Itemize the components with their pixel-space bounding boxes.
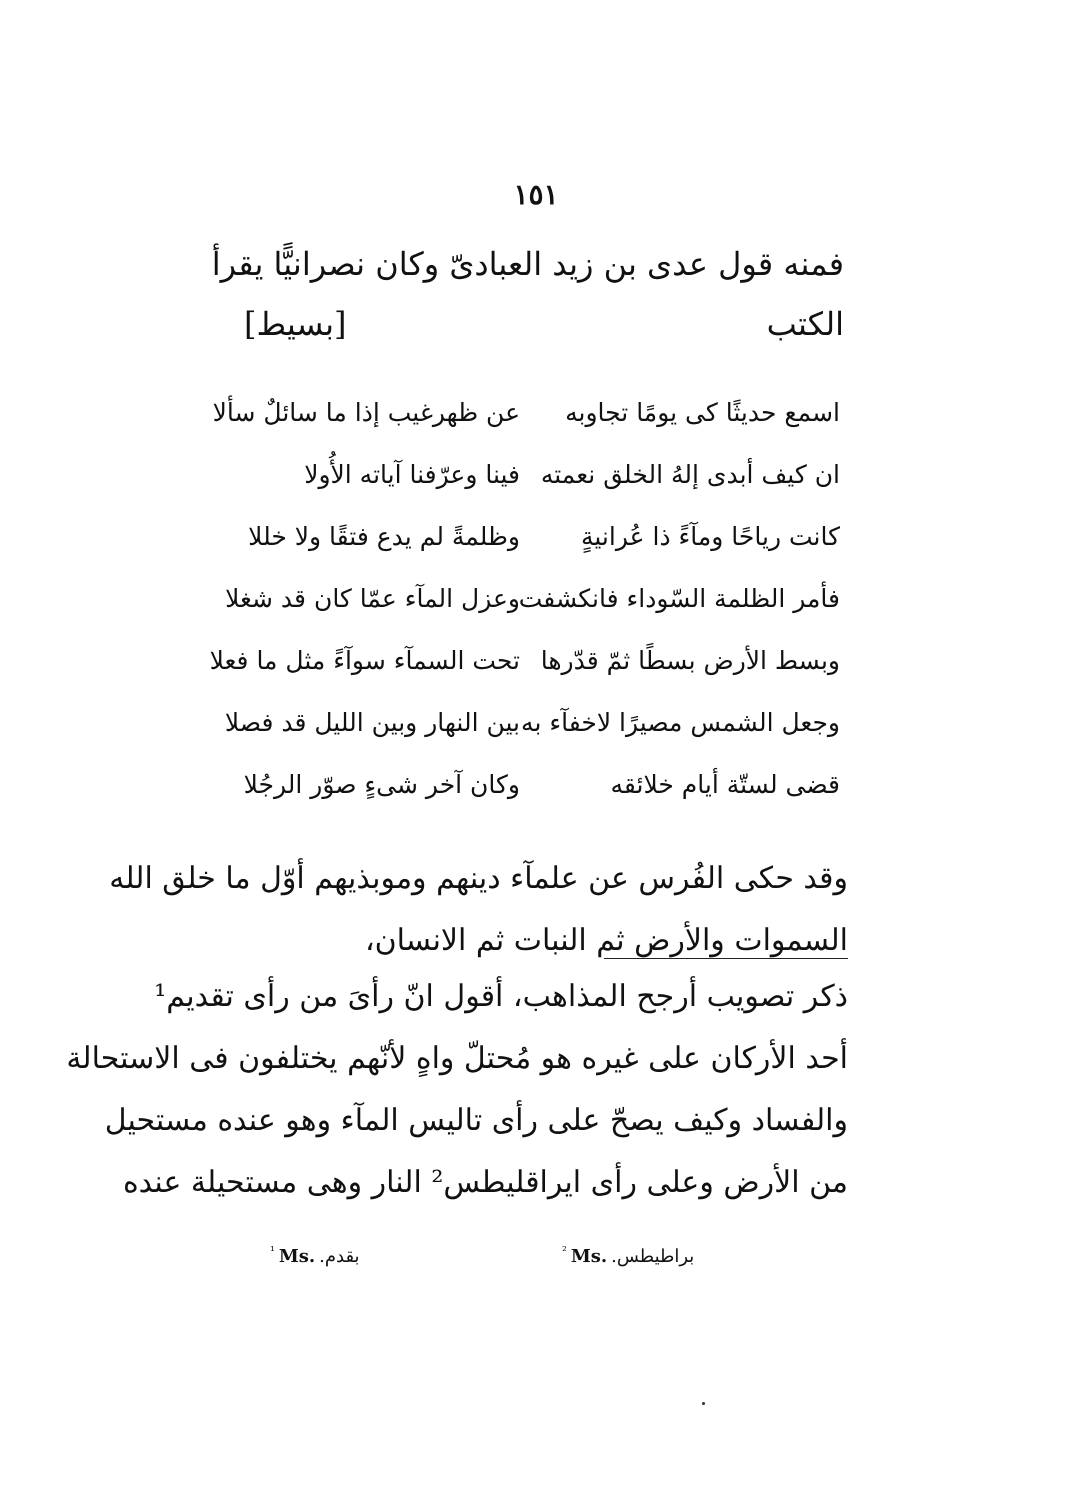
- prose-line: السموات والأرض ثم النبات ثم الانسان،: [364, 923, 848, 958]
- verse-first-hemistich: وبسط الأرض بسطًا ثمّ قدّرها: [540, 646, 840, 675]
- footnote-mark: ¹: [270, 1244, 275, 1258]
- verse: [212, 388, 850, 450]
- verse: [209, 636, 850, 698]
- verse-first-hemistich: قضى لستّة أيام خلائقه: [610, 770, 840, 799]
- verse-first-hemistich: ان كيف أبدى إلهُ الخلق نعمته: [540, 460, 840, 489]
- verse-second-hemistich: فينا وعرّفنا آياته الأُولا: [304, 460, 520, 489]
- verse-first-hemistich: وجعل الشمس مصيرًا لاخفآء به: [521, 708, 840, 737]
- verse-second-hemistich: عن ظهرغيب إذا ما سائلٌ سألا: [212, 398, 520, 427]
- verse-first-hemistich: كانت رياحًا ومآءً ذا عُرانيةٍ: [580, 522, 840, 551]
- page-number: ١٥١: [513, 178, 559, 211]
- footnote: [270, 1236, 360, 1272]
- verse: [225, 574, 850, 636]
- meter-tag: [بسيط]: [244, 305, 347, 343]
- verse-second-hemistich: وعزل المآء عمّا كان قد شغلا: [225, 584, 520, 613]
- verse-second-hemistich: تحت السمآء سوآءً مثل ما فعلا: [209, 646, 520, 675]
- verse-second-hemistich: وكان آخر شىءٍ صوّر الرجُلا: [243, 770, 520, 799]
- verse-second-hemistich: بين النهار وبين الليل قد فصلا: [224, 708, 520, 737]
- footnote-ms: Ms.: [570, 1246, 608, 1267]
- prose-line: والفساد وكيف يصحّ على رأى تاليس المآء وهو عنده مستحيل: [104, 1103, 848, 1138]
- footnote-text: بقدم.: [319, 1246, 360, 1267]
- verse: [240, 760, 850, 822]
- footnote-ms: Ms.: [278, 1246, 316, 1267]
- prose-line: ذكر تصويب أرجح المذاهب، أقول انّ رأىَ من رأى تقديم¹: [154, 979, 848, 1014]
- verse: [240, 450, 850, 512]
- footnote: [562, 1236, 694, 1272]
- prose-paragraph-persians: [109, 848, 848, 972]
- section-divider: [604, 958, 848, 959]
- print-speck: [702, 1402, 705, 1405]
- footnote-mark: ²: [562, 1244, 567, 1258]
- verse-first-hemistich: اسمع حديثًا كى يومًا تجاوبه: [565, 398, 840, 427]
- prose-line: أحد الأركان على غيره هو مُحتلّ واهٍ لأنّهم يختلفون فى الاستحالة: [66, 1041, 848, 1076]
- verse: [240, 512, 850, 574]
- footnotes: [240, 1236, 740, 1266]
- footnote-text: براطيطس.: [611, 1246, 695, 1267]
- verse-first-hemistich: فأمر الظلمة السّوداء فانكشفت: [518, 584, 840, 613]
- prose-paragraph-schools: [66, 966, 848, 1214]
- prose-line: وقد حكى الفُرس عن علمآء دينهم وموبذيهم أوّل ما خلق الله: [109, 861, 848, 896]
- verse-second-hemistich: وظلمةً لم يدع فتقًا ولا خللا: [248, 522, 520, 551]
- intro-line-2: الكتب: [766, 305, 844, 343]
- verse: [224, 698, 850, 760]
- prose-line: من الأرض وعلى رأى ايراقليطس² النار وهى مستحيلة عنده: [122, 1165, 848, 1200]
- intro-line-1: فمنه قول عدى بن زيد العبادىّ وكان نصرانيًّا يقرأ: [211, 245, 844, 283]
- poem-verses: [209, 388, 850, 822]
